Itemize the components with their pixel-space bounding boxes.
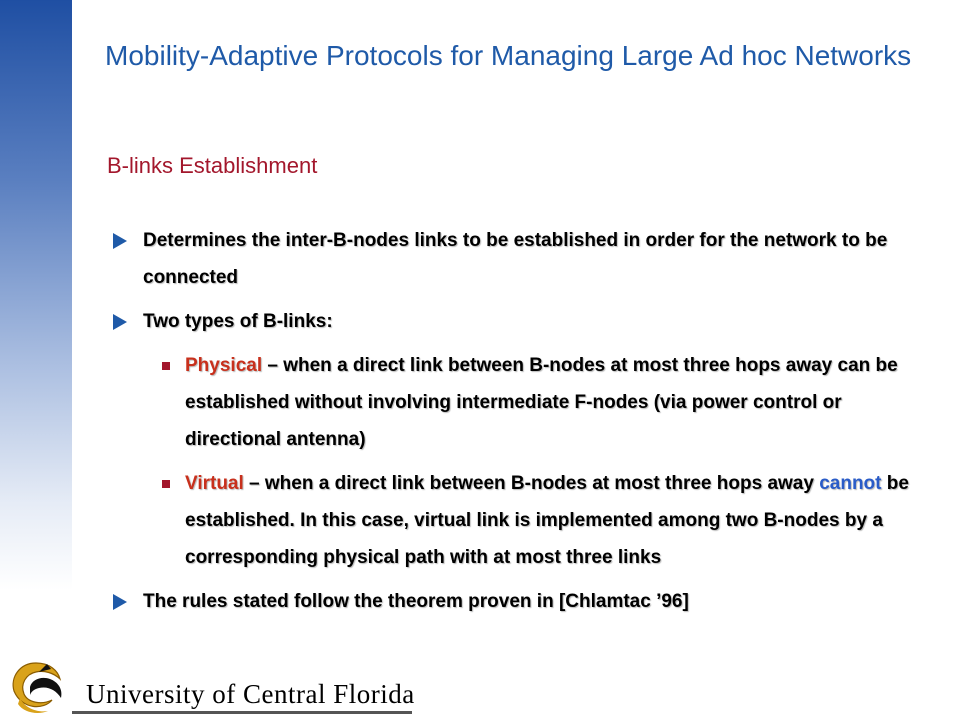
sub-bullet-text: be established. In this case, virtual link is implemented among two B-nodes by a corresponding physical path with at most three links xyxy=(185,473,909,568)
bullet-item xyxy=(110,583,910,620)
bullet-item xyxy=(110,222,910,296)
sub-bullet-text: – when a direct link between B-nodes at most three hops away can be established without involving intermediate F-nodes (via power control or directional antenna) xyxy=(185,355,898,450)
square-bullet-icon xyxy=(162,480,170,488)
sub-bullet-text: – when a direct link between B-nodes at most three hops away xyxy=(243,473,820,494)
bullet-text: Determines the inter-B-nodes links to be established in order for the network to be connected xyxy=(143,230,888,288)
slide-title: Mobility-Adaptive Protocols for Managing Large Ad hoc Networks xyxy=(105,40,912,71)
square-bullet-icon xyxy=(162,362,170,370)
university-wordmark: University of Central Florida xyxy=(86,679,415,709)
bullet-item xyxy=(110,303,910,340)
sidebar-gradient xyxy=(0,0,72,720)
arrow-bullet-icon xyxy=(113,594,127,610)
slide-content xyxy=(110,222,910,627)
university-footer xyxy=(8,655,428,717)
sub-bullet-item xyxy=(110,347,910,458)
ucf-pegasus-logo-icon xyxy=(8,655,80,717)
footer-rule xyxy=(72,711,412,714)
slide-subtitle: B-links Establishment xyxy=(107,153,318,178)
sub-bullet-list xyxy=(110,347,910,576)
term-physical: Physical xyxy=(185,355,263,376)
bullet-text: The rules stated follow the theorem proven in [Chlamtac ’96] xyxy=(143,591,689,612)
arrow-bullet-icon xyxy=(113,233,127,249)
bullet-text: Two types of B-links: xyxy=(143,311,333,332)
sub-bullet-item xyxy=(110,465,910,576)
emphasis-cannot: cannot xyxy=(819,473,882,494)
arrow-bullet-icon xyxy=(113,314,127,330)
term-virtual: Virtual xyxy=(185,473,244,494)
